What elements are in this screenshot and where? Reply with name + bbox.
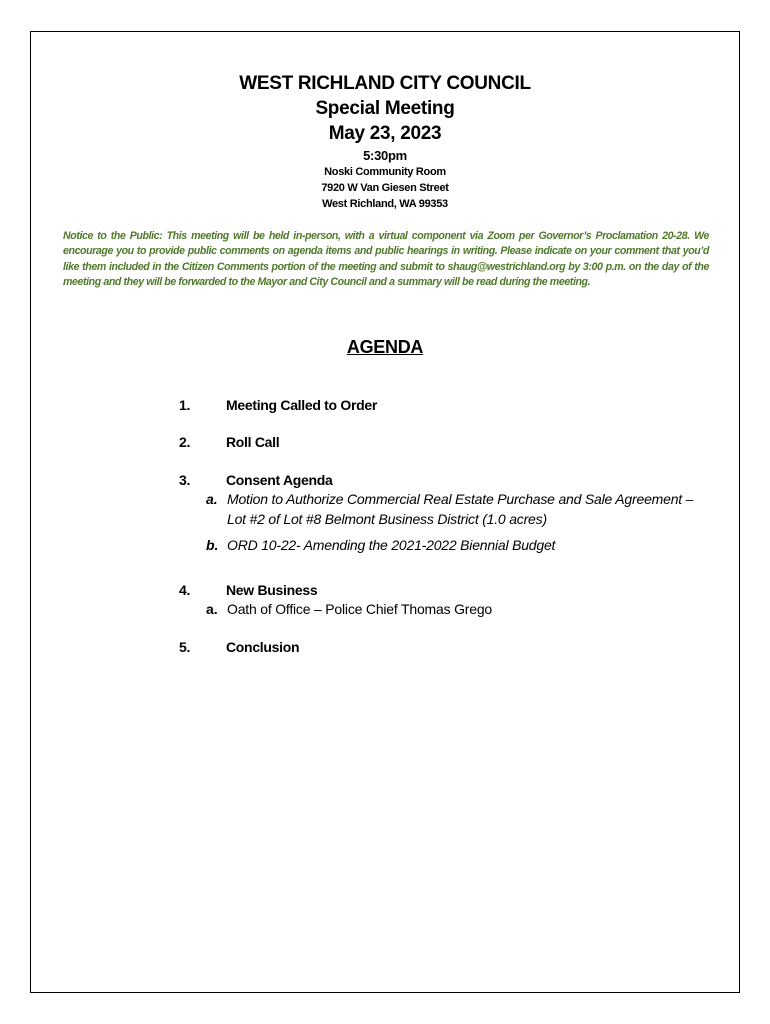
agenda-item-number: 4. xyxy=(179,582,191,598)
subitem-letter: a. xyxy=(206,601,218,617)
agenda-item-label: Conclusion xyxy=(226,639,300,655)
agenda-item-number: 1. xyxy=(179,397,191,413)
meeting-type: Special Meeting xyxy=(315,98,455,119)
subitem-letter: b. xyxy=(206,537,219,553)
agenda-item-label: Roll Call xyxy=(226,434,280,450)
agenda-item-number: 3. xyxy=(179,472,191,488)
council-name: WEST RICHLAND CITY COUNCIL xyxy=(239,73,531,94)
subitem-text: Motion to Authorize Commercial Real Estate Purchase and Sale Agreement – xyxy=(227,491,694,507)
agenda-item-label: New Business xyxy=(226,582,318,598)
meeting-time: 5:30pm xyxy=(363,148,407,163)
subitem-text: ORD 10-22- Amending the 2021-2022 Biennial Budget xyxy=(227,537,556,553)
meeting-city: West Richland, WA 99353 xyxy=(322,198,448,210)
agenda-item-number: 5. xyxy=(179,639,191,655)
subitem-letter: a. xyxy=(206,491,218,507)
public-notice: Notice to the Public: This meeting will be held in-person, with a virtual component via Zoom per Governor’s Proclamation 20-28. We encourage you to provide public comments on agenda items and public hearings in writing. Please indicate on your comment that you’d like them included in the Citizen Comments portion of the meeting and submit to shaug@westrichland.org by 3:00 p.m. on the day of the meeting and they will be forwarded to the Mayor and City Council and a summary will be read during the meeting. xyxy=(63,230,709,288)
agenda-title: AGENDA xyxy=(346,337,424,357)
agenda-item-label: Meeting Called to Order xyxy=(226,397,378,413)
agenda-item-label: Consent Agenda xyxy=(226,472,333,488)
meeting-date: May 23, 2023 xyxy=(328,123,442,144)
subitem-text-continued: Lot #2 of Lot #8 Belmont Business District (1.0 acres) xyxy=(227,511,547,527)
meeting-room: Noski Community Room xyxy=(324,166,446,178)
meeting-street: 7920 W Van Giesen Street xyxy=(321,182,449,194)
agenda-item-number: 2. xyxy=(179,434,191,450)
subitem-text: Oath of Office – Police Chief Thomas Grego xyxy=(227,601,492,617)
